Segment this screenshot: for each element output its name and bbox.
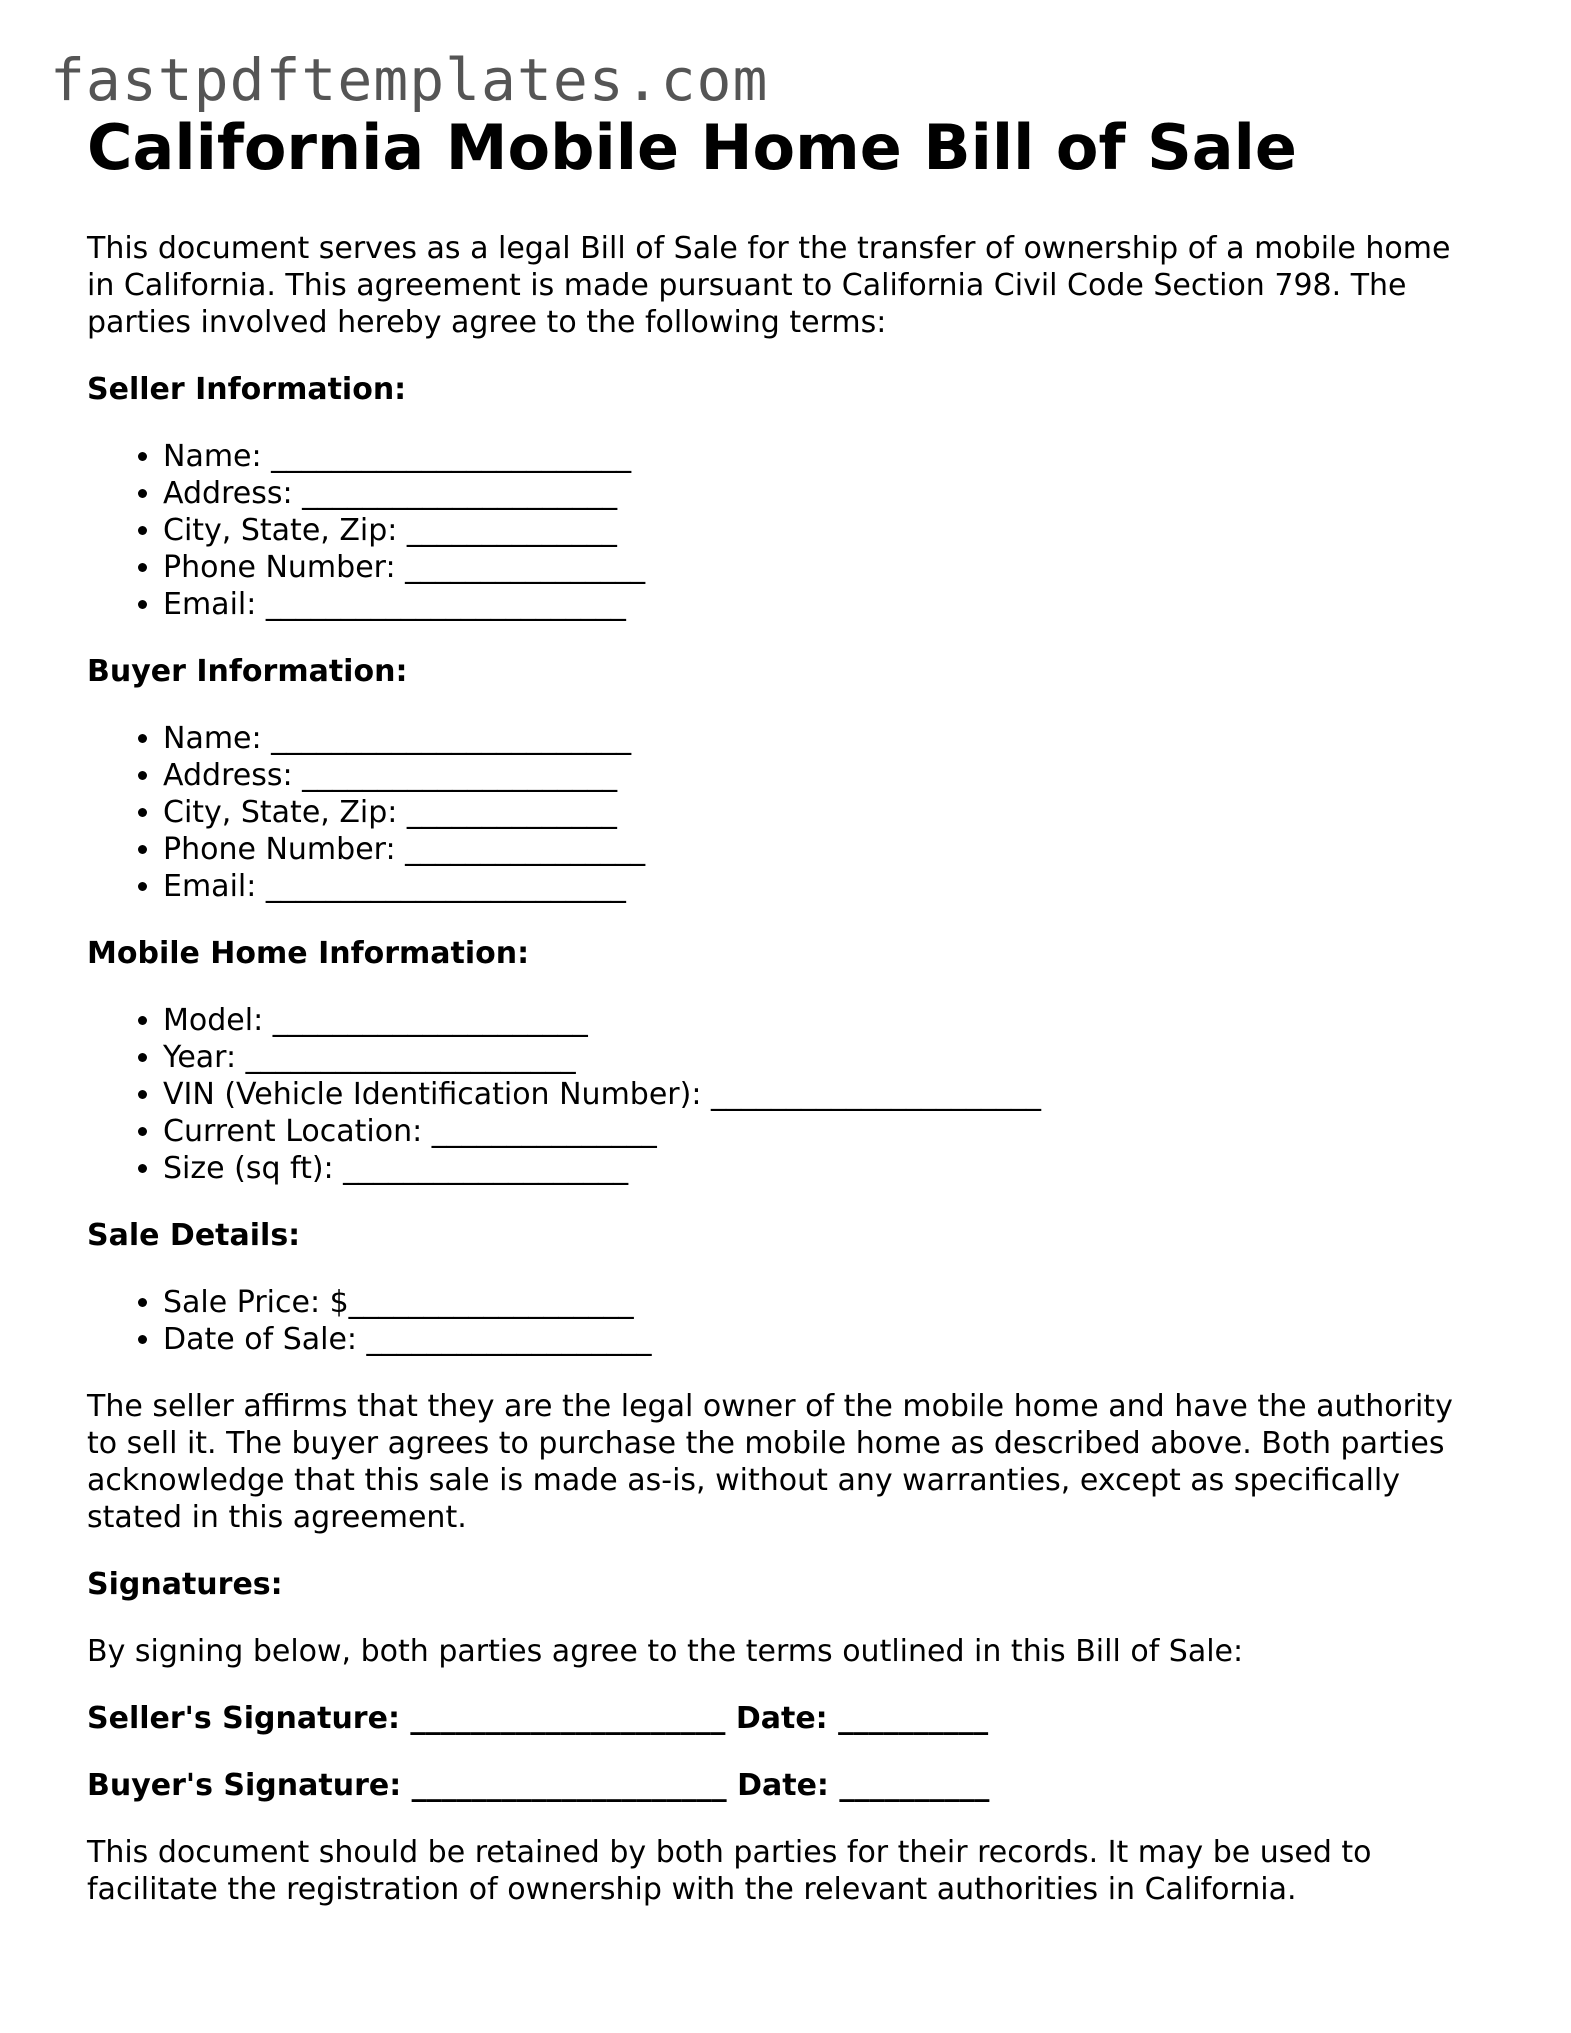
buyer-address-field: • Address: _____________________: [163, 757, 1487, 794]
year-field: • Year: ______________________: [163, 1039, 1487, 1076]
seller-email-field: • Email: ________________________: [163, 586, 1487, 623]
document-page: [87, 110, 1487, 1908]
signatures-heading: Signatures:: [87, 1567, 283, 1602]
current-location-field: • Current Location: _______________: [163, 1113, 1487, 1150]
seller-name-field: • Name: ________________________: [163, 438, 1487, 475]
vin-field: • VIN (Vehicle Identification Number): ______________________: [163, 1076, 1487, 1113]
seller-signature-line: Seller's Signature: _____________________ Date: __________: [87, 1701, 989, 1736]
buyer-email-field: • Email: ________________________: [163, 868, 1487, 905]
buyer-name-field: • Name: ________________________: [163, 720, 1487, 757]
affirmation-paragraph: The seller affirms that they are the legal owner of the mobile home and have the authority to sell it. The buyer agrees to purchase the mobile home as described above. Both parties acknowledge that this sale is made as-is, without any warranties, except as specifically stated in this agreement.: [87, 1389, 1453, 1535]
closing-paragraph: This document should be retained by both parties for their records. It may be used to facilitate the registration of ownership with the relevant authorities in California.: [87, 1835, 1372, 1907]
buyer-city-state-zip-field: • City, State, Zip: ______________: [163, 794, 1487, 831]
seller-address-field: • Address: _____________________: [163, 475, 1487, 512]
buyer-signature-line: Buyer's Signature: _____________________ Date: __________: [87, 1768, 990, 1803]
seller-city-state-zip-field: • City, State, Zip: ______________: [163, 512, 1487, 549]
sale-details-heading: Sale Details:: [87, 1218, 301, 1253]
mobile-home-info-heading: Mobile Home Information:: [87, 936, 530, 971]
buyer-info-heading: Buyer Information:: [87, 654, 408, 689]
watermark: fastpdftemplates.com: [50, 46, 769, 114]
buyer-info-list: [87, 720, 1487, 905]
sale-price-field: • Sale Price: $___________________: [163, 1284, 1487, 1321]
buyer-phone-field: • Phone Number: ________________: [163, 831, 1487, 868]
date-of-sale-field: • Date of Sale: ___________________: [163, 1321, 1487, 1358]
seller-phone-field: • Phone Number: ________________: [163, 549, 1487, 586]
seller-info-list: [87, 438, 1487, 623]
mobile-home-info-list: [87, 1002, 1487, 1187]
intro-paragraph: This document serves as a legal Bill of Sale for the transfer of ownership of a mobile home in California. This agreement is made pursuant to California Civil Code Section 798. The parties involved hereby agree to the following terms:: [87, 231, 1451, 340]
signatures-intro: By signing below, both parties agree to the terms outlined in this Bill of Sale:: [87, 1634, 1244, 1669]
seller-info-heading: Seller Information:: [87, 372, 407, 407]
model-field: • Model: _____________________: [163, 1002, 1487, 1039]
sale-details-list: [87, 1284, 1487, 1358]
size-field: • Size (sq ft): ___________________: [163, 1150, 1487, 1187]
document-title: California Mobile Home Bill of Sale: [87, 111, 1297, 184]
